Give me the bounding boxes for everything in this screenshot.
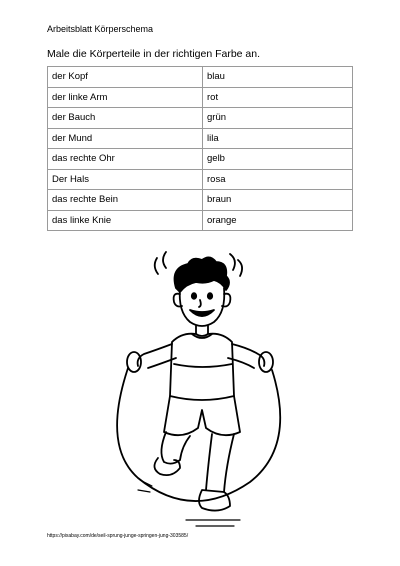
color-cell: orange [203, 210, 353, 231]
body-part-cell: der Bauch [48, 108, 203, 129]
body-part-cell: Der Hals [48, 169, 203, 190]
body-part-cell: das rechte Ohr [48, 149, 203, 170]
shirt-stripe [174, 364, 232, 367]
right-hand [259, 352, 273, 372]
neck [196, 326, 208, 334]
left-shoe [154, 458, 180, 475]
color-cell: blau [203, 67, 353, 88]
body-part-cell: das rechte Bein [48, 190, 203, 211]
right-leg [206, 434, 234, 492]
table-row [48, 149, 353, 170]
jump-rope-boy-illustration [100, 246, 300, 536]
right-eye [208, 293, 212, 299]
motion-line [163, 252, 166, 268]
mouth [190, 310, 214, 316]
table-row [48, 108, 353, 129]
body-part-cell: der Kopf [48, 67, 203, 88]
left-eye [192, 293, 196, 299]
color-cell: gelb [203, 149, 353, 170]
table-row [48, 169, 353, 190]
motion-line [238, 260, 242, 276]
worksheet-title: Arbeitsblatt Körperschema [47, 24, 154, 34]
nose [199, 300, 201, 307]
color-cell: grün [203, 108, 353, 129]
motion-line [230, 254, 235, 270]
body-part-cell: der linke Arm [48, 87, 203, 108]
left-hand [127, 352, 141, 372]
table-row [48, 128, 353, 149]
left-leg [161, 432, 190, 464]
color-cell: rosa [203, 169, 353, 190]
shorts [164, 396, 240, 435]
color-cell: braun [203, 190, 353, 211]
table-row [48, 210, 353, 231]
image-source-url[interactable]: https://pixabay.com/de/seil-sprung-junge-springen-jung-303585/ [47, 533, 189, 539]
head [180, 288, 225, 326]
left-arm [138, 344, 172, 366]
motion-line [155, 258, 158, 274]
table-row [48, 190, 353, 211]
table-row [48, 87, 353, 108]
body-part-cell: der Mund [48, 128, 203, 149]
table-row [48, 67, 353, 88]
color-cell: rot [203, 87, 353, 108]
color-cell: lila [203, 128, 353, 149]
ground-line [186, 520, 240, 526]
body-part-cell: das linke Knie [48, 210, 203, 231]
body-parts-table [47, 66, 353, 231]
instruction-text: Male die Körperteile in der richtigen Farbe an. [47, 48, 261, 60]
hair [175, 257, 230, 292]
